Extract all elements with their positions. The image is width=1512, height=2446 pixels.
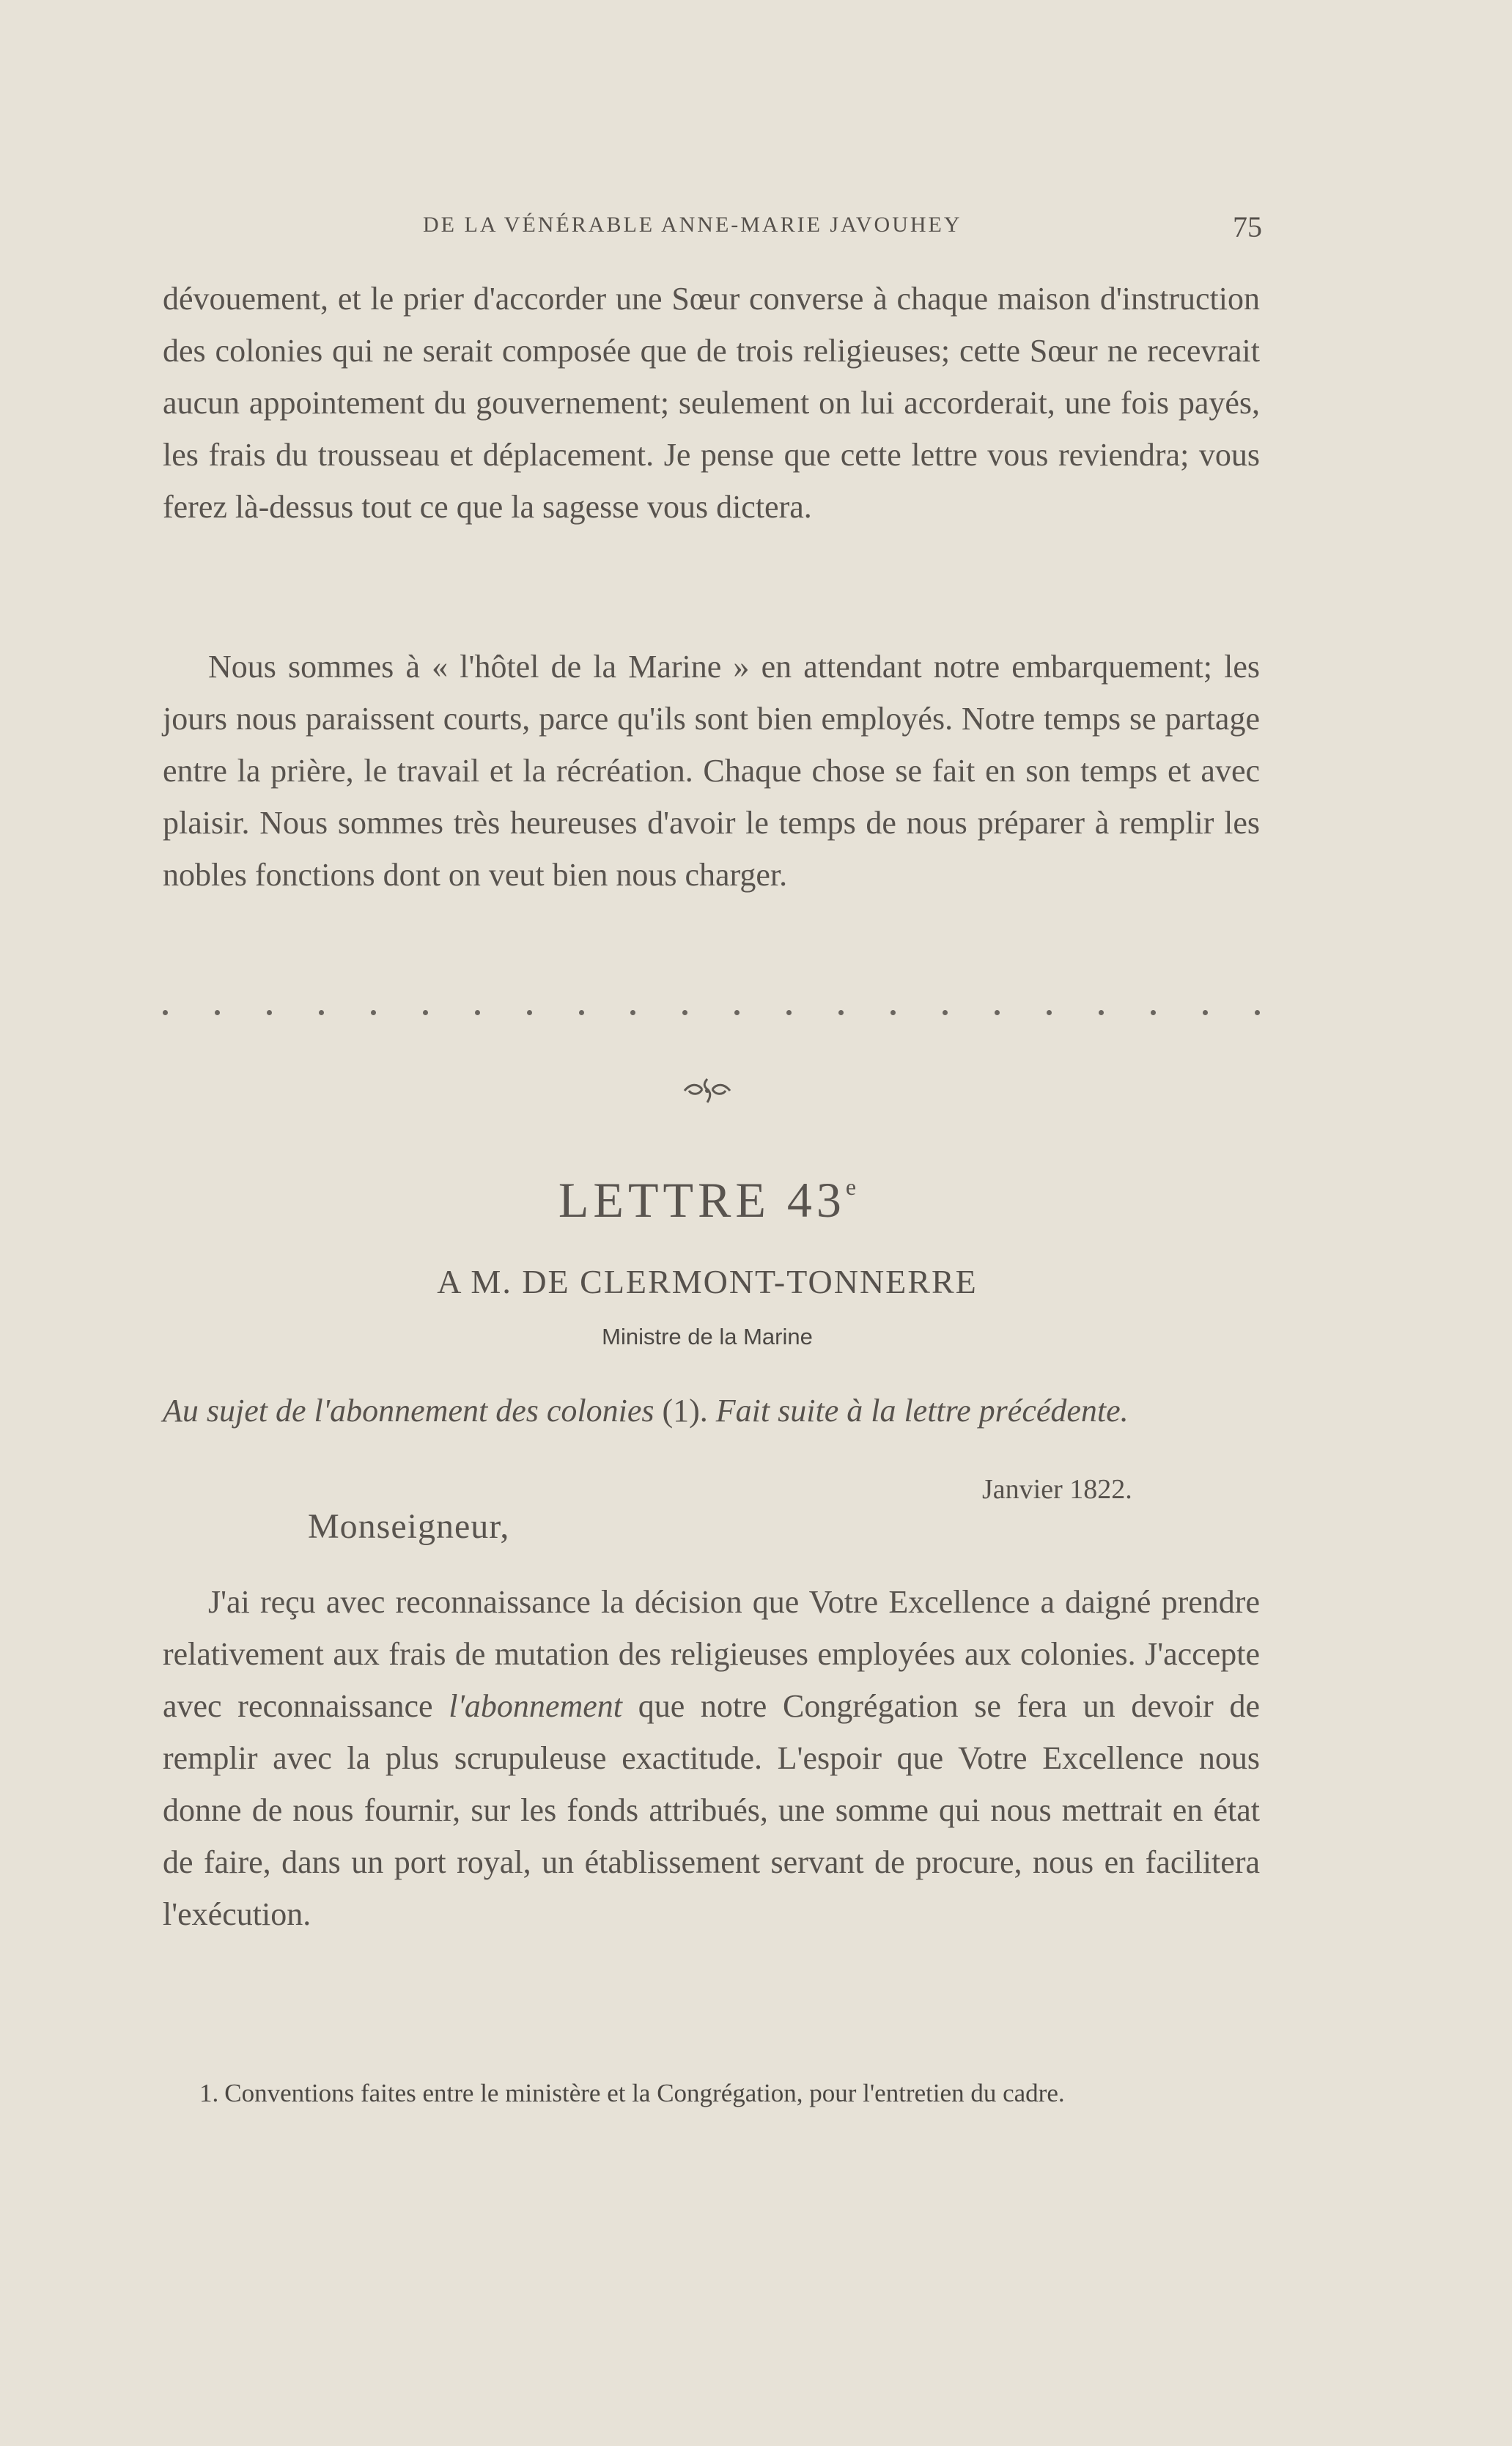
ellipsis-dot	[475, 1010, 480, 1015]
footnote-number: 1.	[199, 2079, 219, 2107]
ellipsis-dot	[579, 1010, 584, 1015]
ellipsis-dot	[630, 1010, 635, 1015]
page-number: 75	[1233, 210, 1262, 243]
ellipsis-dot	[1099, 1010, 1104, 1015]
addressee-role: Ministre de la Marine	[602, 1324, 813, 1349]
salutation: Monseigneur,	[308, 1507, 510, 1546]
ellipsis-dot	[890, 1010, 896, 1015]
paragraph-text: dévouement, et le prier d'accorder une Sœur converse à chaque maison d'instruction des colonies qui ne serait composée que de trois religieuses; cette Sœur ne recevrait aucun appointement du gouvernement; seulement on lui accorderait, une fois payés, les frais du trousseau et déplacement. Je pense que cette lettre vous reviendra; vous ferez là-dessus tout ce que la sagesse vous dictera.	[163, 281, 1260, 525]
ellipsis-dot	[319, 1010, 324, 1015]
letter-title	[0, 1171, 1415, 1229]
letter-date: Janvier 1822.	[982, 1474, 1132, 1505]
ellipsis-dot	[1255, 1010, 1260, 1015]
body-text-continued: que notre Congrégation se fera un devoir de remplir avec la plus scrupuleuse exactitude. L'espoir que Votre Excellence nous donne de nous fournir, sur les fonds attribués, une somme qui nous mettrait en état de faire, dans un port royal, un établissement servant de procure, nous en facilitera l'exécution.	[163, 1688, 1260, 1932]
footnote	[163, 2077, 1260, 2110]
letter-subject	[163, 1389, 1260, 1433]
ellipsis-dot	[371, 1010, 376, 1015]
letter-title-text: LETTRE 43	[558, 1172, 846, 1228]
running-head-title: DE LA VÉNÉRABLE ANNE-MARIE JAVOUHEY	[423, 213, 962, 237]
paragraph-continuation	[163, 273, 1260, 533]
ellipsis-dot	[215, 1010, 220, 1015]
ellipsis-dot	[995, 1010, 1000, 1015]
letter-body-paragraph	[163, 1576, 1260, 1940]
body-text: J'ai reçu avec reconnaissance la décision que Votre Excellence a daigné prendre relativement aux frais de mutation des religieuses employées aux colonies. J'accepte avec reconnaissance	[163, 1584, 1260, 1724]
ellipsis-dot	[1151, 1010, 1156, 1015]
ellipsis-dot	[682, 1010, 687, 1015]
body-emphasis: l'abonnement	[449, 1688, 622, 1724]
ellipsis-dot-row	[163, 1010, 1260, 1015]
paragraph-text: Nous sommes à « l'hôtel de la Marine » en attendant notre embarquement; les jours nous paraissent courts, parce qu'ils sont bien employés. Notre temps se partage entre la prière, le travail et la récréation. Chaque chose se fait en son temps et avec plaisir. Nous sommes très heureuses d'avoir le temps de nous préparer à remplir les nobles fonctions dont on veut bien nous charger.	[163, 649, 1260, 893]
subject-text-continued: Fait suite à la lettre précédente.	[715, 1393, 1129, 1429]
ellipsis-dot	[163, 1010, 168, 1015]
paragraph-hotel-marine	[163, 641, 1260, 901]
footnote-reference: (1).	[654, 1393, 716, 1429]
ellipsis-dot	[1047, 1010, 1052, 1015]
ellipsis-dot	[527, 1010, 532, 1015]
ellipsis-dot	[943, 1010, 948, 1015]
ellipsis-dot	[423, 1010, 428, 1015]
ellipsis-dot	[267, 1010, 272, 1015]
letter-addressee: A M. DE CLERMONT-TONNERRE	[437, 1263, 978, 1300]
ellipsis-dot	[786, 1010, 792, 1015]
letter-title-superscript: e	[845, 1174, 857, 1200]
letter-body	[163, 1576, 1260, 1940]
ellipsis-dot	[1203, 1010, 1208, 1015]
footnote-text: Conventions faites entre le ministère et la Congrégation, pour l'entretien du cadre.	[224, 2079, 1065, 2107]
ellipsis-dot	[734, 1010, 740, 1015]
ellipsis-dot	[838, 1010, 844, 1015]
subject-text: Au sujet de l'abonnement des colonies	[163, 1393, 654, 1429]
fleuron-icon	[682, 1076, 733, 1105]
